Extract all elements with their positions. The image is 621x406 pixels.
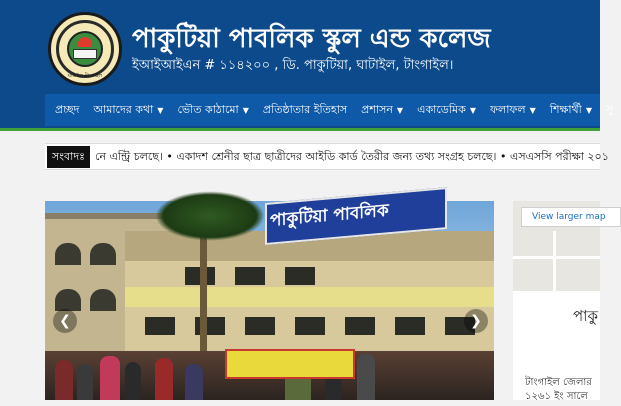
nav-item-label: আমাদের কথা [93,102,154,116]
nav-item-4[interactable] [354,94,410,126]
chevron-down-icon: ▼ [157,105,164,115]
info-title: পাকু [573,307,599,325]
info-line-2: ১২৬১ ইং সালে [525,391,588,402]
slider-next-button[interactable]: ❯ [464,309,488,333]
chevron-down-icon: ▼ [529,105,536,115]
building-sign-text: পাকুটিয়া পাবলিক [270,200,389,231]
info-line-1: টাংগাইল জেলার [525,377,592,388]
nav-item-label: শিক্ষার্থী [549,102,582,116]
chevron-down-icon: ▼ [585,105,592,115]
header-divider [0,128,600,131]
nav-item-0[interactable] [45,94,86,126]
site-subtitle: ইআইআইএন # ১১৪২০০ , ডি. পাকুটিয়া, ঘাটাইল, টাংগাইল। [132,58,454,73]
nav-item-label: ফলাফল [489,102,526,116]
nav-item-1[interactable] [86,94,170,126]
nav-item-label: ভৌত কাঠামো [177,102,239,116]
site-title[interactable]: পাকুটিয়া পাবলিক স্কুল এন্ড কলেজ [132,24,491,54]
nav-item-3[interactable] [256,94,354,126]
chevron-down-icon: ▼ [469,105,476,115]
nav-item-label: প্রতিষ্ঠাতার ইতিহাস [262,102,348,116]
building-main [125,231,494,361]
nav-item-8[interactable] [599,94,620,126]
nav-item-label: একাডেমিক [417,102,466,116]
nav-item-label: প্রশাসন [361,102,393,116]
nav-item-label: প্রচ্ছদ [55,102,80,116]
event-banner [225,349,355,379]
ticker-label: সংবাদঃ [47,146,90,168]
nav-item-7[interactable] [543,94,599,126]
nav-item-6[interactable] [483,94,543,126]
ticker-text[interactable]: নে এন্ট্রি চলছে। • একাদশ শ্রেনীর ছাত্র ছাত্রীদের আইডি কার্ড তৈরীর জন্য তথ্য সংগ্রহ চলছে। • এসএসসি পরীক্ষা ২০১ [95,150,609,163]
logo-seal-text: ঘাটাইল-টাংগাইল [67,73,103,79]
news-ticker [45,143,609,170]
site-header [0,0,614,130]
nav-item-label: সু [605,102,614,116]
chevron-down-icon: ▼ [242,105,249,115]
chevron-down-icon: ▼ [396,105,404,115]
info-panel [513,291,600,400]
nav-item-5[interactable] [410,94,483,126]
nav-item-2[interactable] [170,94,255,126]
view-larger-map-link[interactable]: View larger map [521,207,621,227]
map-embed[interactable] [513,201,606,291]
slider-prev-button[interactable]: ❮ [53,309,77,333]
school-logo-icon[interactable] [48,12,122,86]
main-nav [45,94,614,126]
